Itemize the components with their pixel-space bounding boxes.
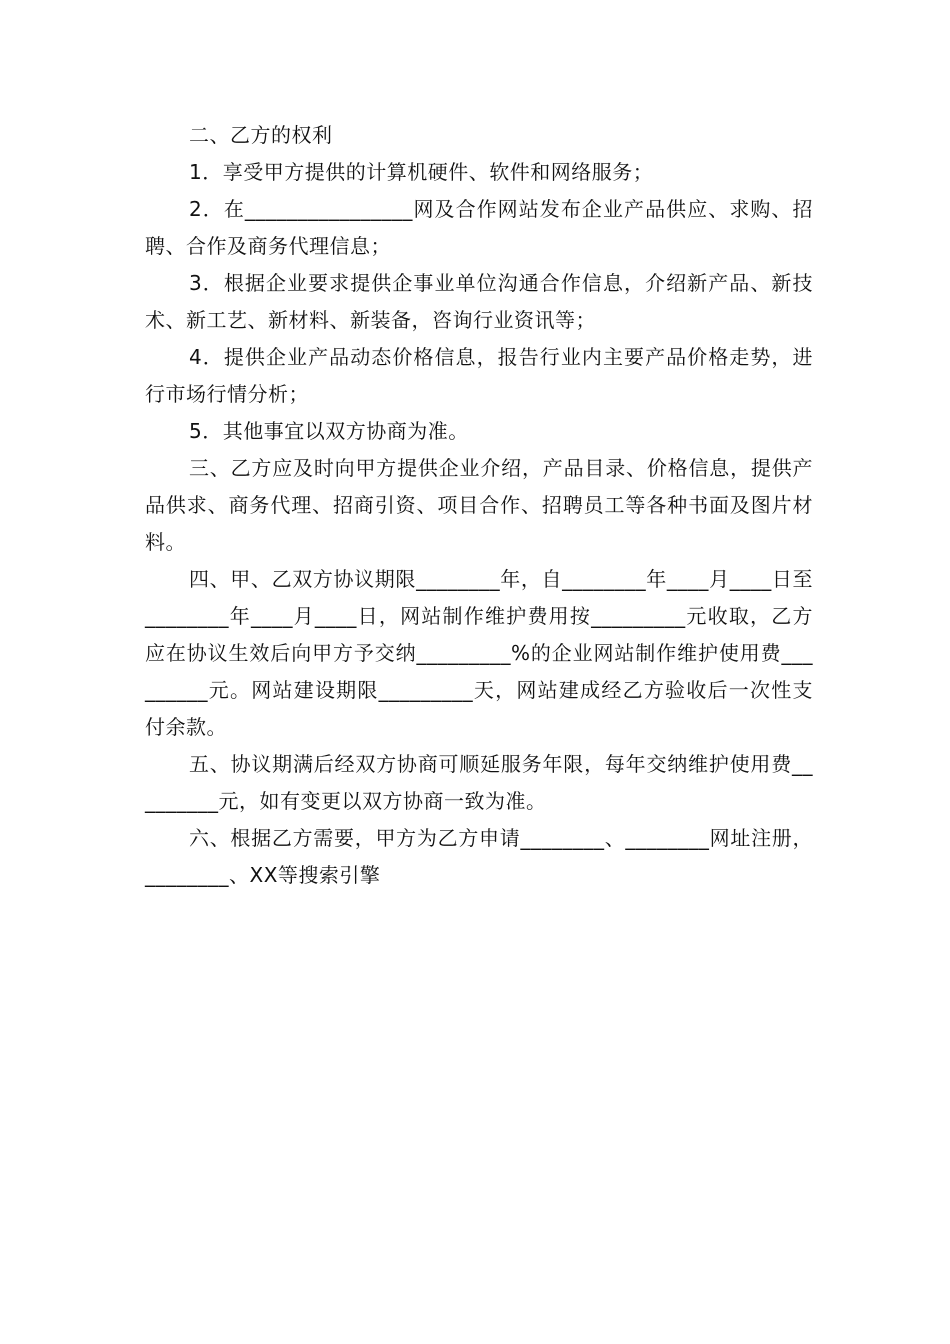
section-6-paragraph: 六、根据乙方需要，甲方为乙方申请________、________网址注册，________、XX等搜索引擎 [145, 826, 813, 887]
section-heading-rights: 二、乙方的权利 [189, 123, 333, 147]
section-3-paragraph: 三、乙方应及时向甲方提供企业介绍，产品目录、价格信息，提供产品供求、商务代理、招商引资、项目合作、招聘员工等各种书面及图片材料。 [145, 456, 813, 554]
list-item-1: 1．享受甲方提供的计算机硬件、软件和网络服务； [189, 160, 654, 184]
list-item-4: 4．提供企业产品动态价格信息，报告行业内主要产品价格走势，进行市场行情分析； [145, 345, 813, 406]
list-item-3: 3．根据企业要求提供企事业单位沟通合作信息，介绍新产品、新技术、新工艺、新材料、新装备，咨询行业资讯等； [145, 271, 813, 332]
list-item-5: 5．其他事宜以双方协商为准。 [189, 419, 469, 443]
section-5-paragraph: 五、协议期满后经双方协商可顺延服务年限，每年交纳维护使用费_________元，如有变更以双方协商一致为准。 [145, 752, 813, 813]
section-4-paragraph: 四、甲、乙双方协议期限________年，自________年____月____日至________年____月____日，网站制作维护费用按_________元收取，乙方应在协议生效后向甲方予交纳_________%的企业网站制作维护使用费_________元。网站建设期限_________天，网站建成经乙方验收后一次性支付余款。 [145, 567, 813, 739]
list-item-2: 2．在________________网及合作网站发布企业产品供应、求购、招聘、合作及商务代理信息； [145, 197, 813, 258]
document-body [145, 117, 813, 894]
